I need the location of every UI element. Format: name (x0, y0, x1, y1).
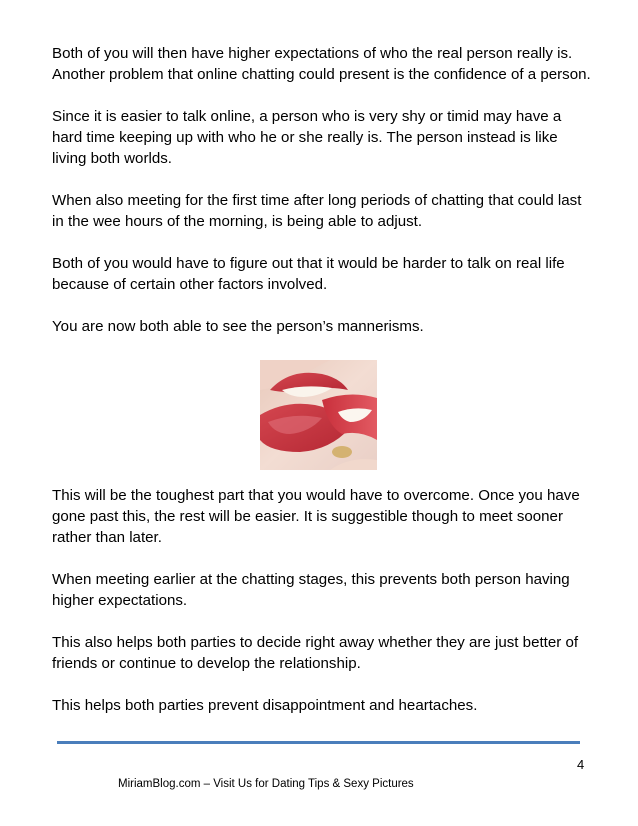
paragraph: Since it is easier to talk online, a person who is very shy or timid may have a hard time keeping up with who he or she really is. The person instead is like living both worlds. (52, 108, 562, 167)
paragraph: This will be the toughest part that you would have to overcome. Once you have gone past this, the rest will be easier. It is suggestible though to meet sooner rather than later. (52, 487, 580, 546)
footer-text: MiriamBlog.com – Visit Us for Dating Tips & Sexy Pictures (118, 778, 414, 790)
body-text-top (52, 43, 592, 358)
paragraph: When also meeting for the first time after long periods of chatting that could last in the wee hours of the morning, is being able to adjust. (52, 192, 582, 230)
paragraph: Both of you will then have higher expectations of who the real person really is. Another problem that online chatting could present is the confidence of a person. (52, 45, 591, 83)
paragraph: This helps both parties prevent disappointment and heartaches. (52, 697, 478, 714)
footer-divider (57, 741, 580, 744)
paragraph: Both of you would have to figure out that it would be harder to talk on real life because of certain other factors involved. (52, 255, 565, 293)
body-text-bottom (52, 485, 592, 737)
page-number: 4 (577, 757, 585, 772)
kissing-lips-photo (260, 360, 377, 470)
paragraph: When meeting earlier at the chatting stages, this prevents both person having higher expectations. (52, 571, 570, 609)
paragraph: This also helps both parties to decide right away whether they are just better of friends or continue to develop the relationship. (52, 634, 579, 672)
paragraph: You are now both able to see the person’s mannerisms. (52, 318, 424, 335)
